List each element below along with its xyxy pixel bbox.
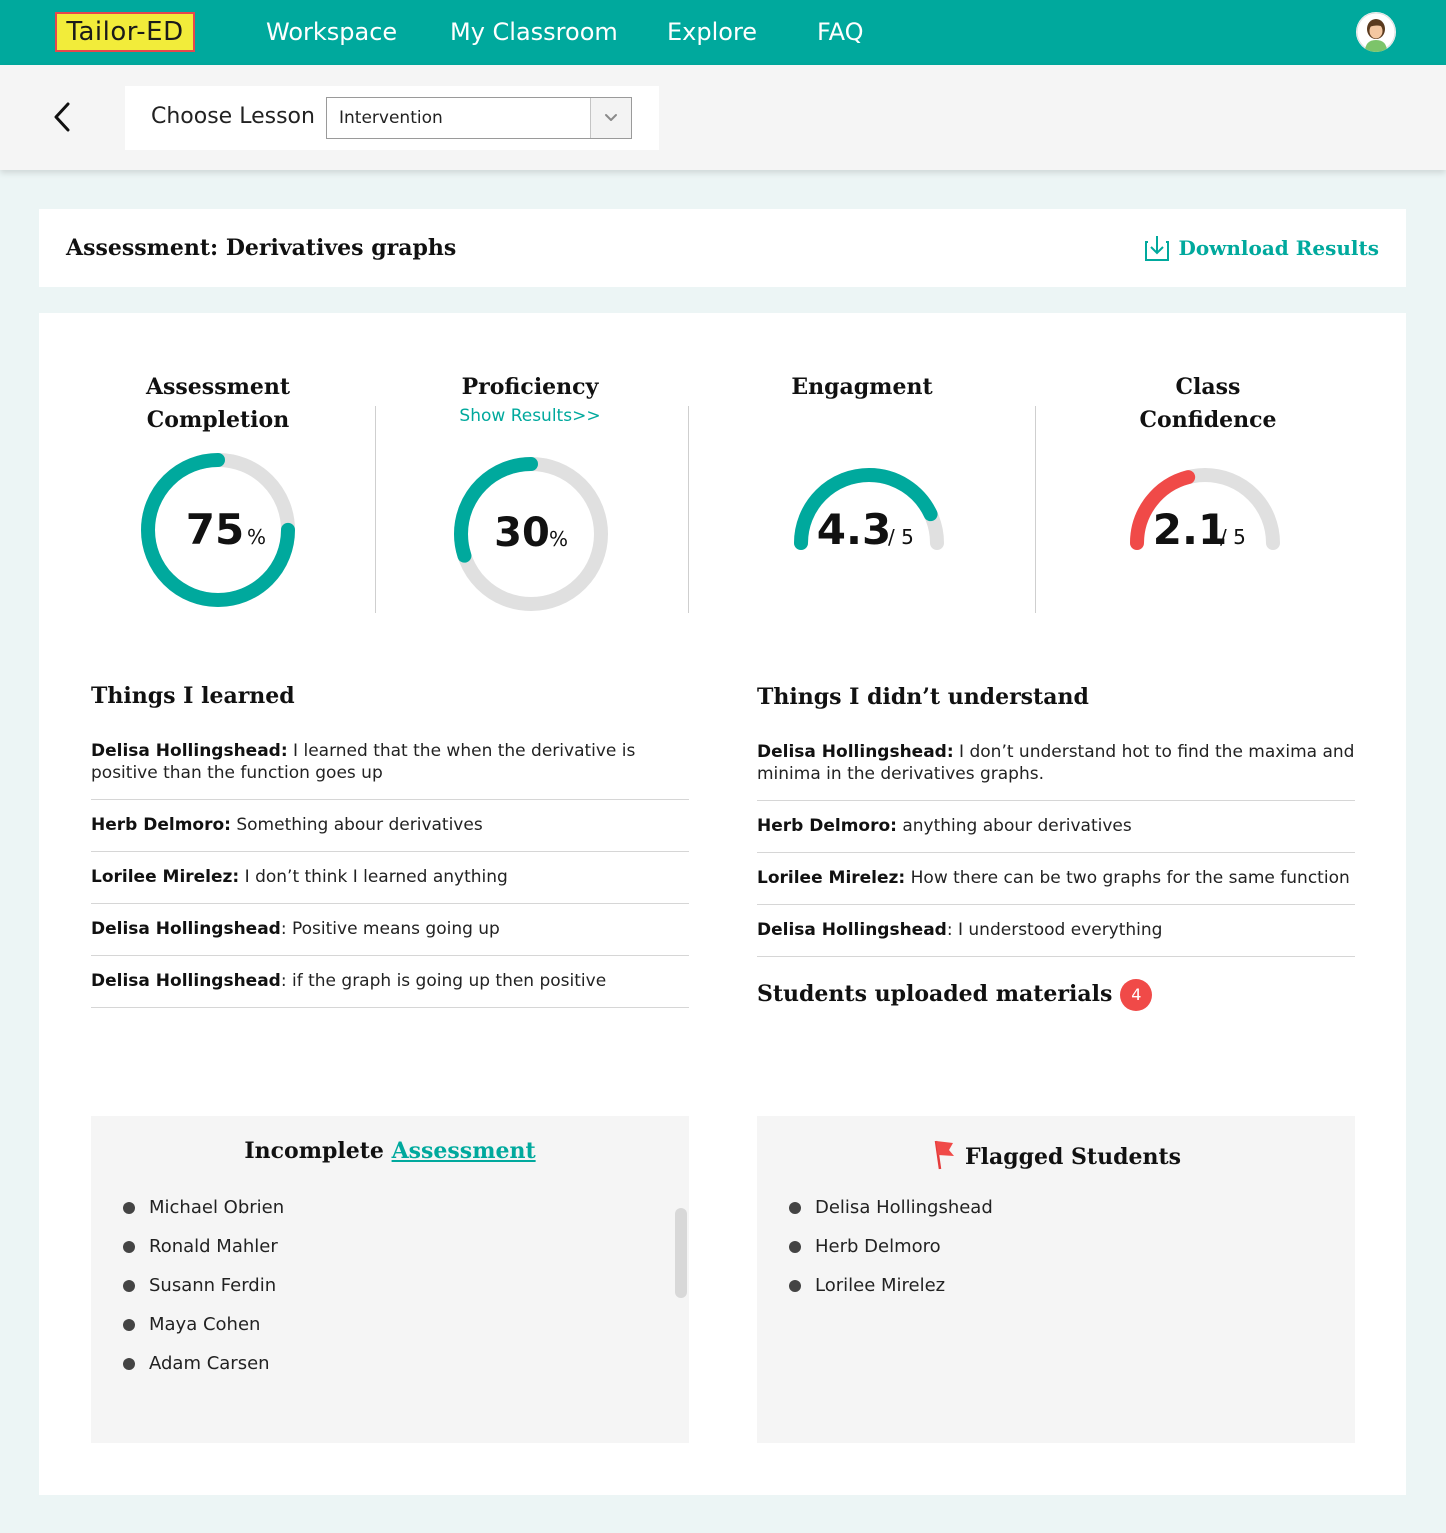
feedback-text: I learned that the when the derivative is positive than the function goes up [91, 741, 636, 783]
uploaded-materials-heading[interactable] [757, 979, 1152, 1011]
feedback-text: I don’t think I learned anything [239, 867, 508, 887]
download-results-button[interactable] [1144, 234, 1379, 262]
feedback-text: anything abour derivatives [896, 816, 1132, 836]
metric-divider [375, 406, 376, 613]
student-list-item[interactable] [123, 1188, 284, 1227]
panel-scrollbar[interactable] [675, 1208, 687, 1298]
chevron-left-icon [48, 99, 78, 135]
nav-my-classroom[interactable]: My Classroom [450, 18, 618, 46]
uploaded-materials-title: Students uploaded materials [757, 981, 1113, 1007]
metric-assessment-completion [68, 371, 368, 437]
confidence-unit: / 5 [1220, 525, 1246, 549]
student-name: Susann Ferdin [149, 1275, 277, 1296]
download-icon [1144, 234, 1170, 262]
assessment-title: Assessment: Derivatives graphs [66, 235, 457, 261]
metric-divider [1035, 406, 1036, 613]
feedback-text: : Positive means going up [280, 919, 500, 939]
proficiency-gauge [450, 453, 612, 615]
things-not-understood-list [757, 741, 1355, 957]
student-name: Michael Obrien [149, 1197, 285, 1218]
feedback-author: Delisa Hollingshead [91, 971, 281, 991]
feedback-author: Herb Delmoro: [757, 816, 897, 836]
confidence-value: 2.1 [1152, 505, 1228, 554]
feedback-item [757, 801, 1355, 853]
lesson-bar [0, 65, 1446, 170]
nav-explore[interactable]: Explore [667, 18, 758, 46]
dropdown-toggle[interactable] [590, 98, 631, 138]
results-card [39, 313, 1406, 1495]
feedback-item [757, 905, 1355, 957]
things-learned-list [91, 740, 689, 1008]
proficiency-value: 30 [494, 510, 550, 556]
feedback-author: Herb Delmoro: [91, 815, 231, 835]
engagement-gauge [784, 448, 954, 558]
student-name: Herb Delmoro [815, 1236, 941, 1257]
bullet-icon [789, 1241, 801, 1253]
feedback-text: : if the graph is going up then positive [280, 971, 607, 991]
download-results-label: Download Results [1178, 236, 1379, 260]
student-list-item[interactable] [789, 1188, 993, 1227]
engagement-unit: / 5 [888, 525, 914, 549]
feedback-item [91, 904, 689, 956]
top-nav [0, 0, 1446, 65]
things-not-understood-title: Things I didn’t understand [757, 684, 1089, 710]
engagement-value: 4.3 [816, 505, 892, 554]
feedback-text: How there can be two graphs for the same function [905, 868, 1350, 888]
flagged-students-panel [757, 1116, 1355, 1443]
feedback-item [91, 852, 689, 904]
feedback-author: Lorilee Mirelez: [757, 868, 906, 888]
user-avatar-icon [1356, 12, 1396, 52]
feedback-text: Something abour derivatives [230, 815, 483, 835]
nav-faq[interactable]: FAQ [817, 18, 864, 46]
student-list-item[interactable] [123, 1305, 284, 1344]
metric-title: Proficiency [461, 374, 599, 400]
student-list-item[interactable] [123, 1227, 284, 1266]
assessment-header [39, 209, 1406, 287]
completion-unit: % [247, 525, 267, 549]
feedback-item [91, 956, 689, 1008]
chevron-down-icon [591, 98, 631, 138]
lesson-chooser [125, 86, 659, 150]
metric-title: Class Confidence [1139, 374, 1277, 433]
feedback-item [91, 800, 689, 852]
student-name: Maya Cohen [149, 1314, 261, 1335]
feedback-author: Delisa Hollingshead: [91, 741, 288, 761]
metric-title: Assessment Completion [145, 374, 291, 433]
student-list-item[interactable] [123, 1266, 284, 1305]
incomplete-assessment-title: Incomplete Assessment [244, 1138, 536, 1164]
student-name: Ronald Mahler [149, 1236, 278, 1257]
proficiency-unit: % [549, 527, 569, 551]
feedback-item [757, 741, 1355, 801]
bullet-icon [789, 1280, 801, 1292]
bullet-icon [123, 1319, 135, 1331]
metric-proficiency [380, 371, 680, 426]
show-results-link[interactable]: Show Results>> [459, 406, 601, 426]
feedback-author: Delisa Hollingshead [91, 919, 281, 939]
flagged-students-title: Flagged Students [757, 1138, 1355, 1170]
feedback-author: Lorilee Mirelez: [91, 867, 240, 887]
feedback-item [91, 740, 689, 800]
completion-gauge [137, 449, 299, 611]
uploaded-count-badge: 4 [1120, 979, 1152, 1011]
flag-icon [931, 1138, 957, 1170]
metric-divider [688, 406, 689, 613]
lesson-select[interactable] [326, 97, 632, 139]
lesson-select-value: Intervention [339, 108, 443, 128]
choose-lesson-label: Choose Lesson [151, 104, 315, 129]
things-learned-title: Things I learned [91, 683, 295, 709]
feedback-item [757, 853, 1355, 905]
bullet-icon [123, 1202, 135, 1214]
bullet-icon [123, 1241, 135, 1253]
incomplete-assessment-panel [91, 1116, 689, 1443]
metric-class-confidence [1058, 371, 1358, 437]
student-name: Delisa Hollingshead [815, 1197, 993, 1218]
nav-workspace[interactable]: Workspace [266, 18, 398, 46]
flagged-student-list [789, 1188, 993, 1305]
metric-title: Engagment [791, 374, 933, 400]
bullet-icon [123, 1280, 135, 1292]
assessment-link[interactable]: Assessment [391, 1138, 536, 1164]
completion-value: 75 [185, 505, 245, 554]
student-list-item[interactable] [123, 1344, 284, 1383]
feedback-author: Delisa Hollingshead: [757, 742, 954, 762]
user-avatar[interactable] [1356, 12, 1396, 52]
student-list-item[interactable] [789, 1227, 993, 1266]
student-list-item[interactable] [789, 1266, 993, 1305]
bullet-icon [789, 1202, 801, 1214]
incomplete-student-list [123, 1188, 284, 1383]
logo[interactable]: Tailor-ED [55, 12, 195, 52]
student-name: Lorilee Mirelez [815, 1275, 946, 1296]
feedback-text: : I understood everything [946, 920, 1163, 940]
feedback-author: Delisa Hollingshead [757, 920, 947, 940]
bullet-icon [123, 1358, 135, 1370]
feedback-text: I don’t understand hot to find the maxima and minima in the derivatives graphs. [757, 742, 1355, 784]
back-button[interactable] [48, 99, 78, 135]
student-name: Adam Carsen [149, 1353, 270, 1374]
metric-engagement [712, 371, 1012, 404]
confidence-gauge [1120, 448, 1290, 558]
